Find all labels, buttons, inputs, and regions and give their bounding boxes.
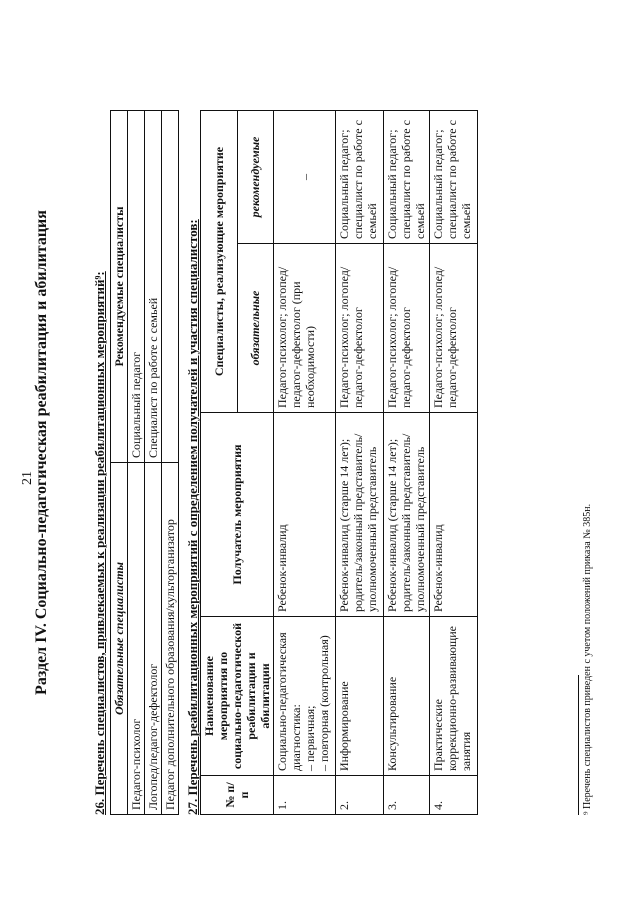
- specialists-header: Специалисты, реализующие мероприятие: [201, 111, 238, 413]
- table-row: [430, 111, 478, 815]
- row-number: 4.: [430, 776, 478, 815]
- page-title: Раздел IV. Социально-педагогическая реабилитация и абилитация: [33, 210, 50, 695]
- recommended-specialists: –: [274, 111, 336, 244]
- measures-table: [200, 110, 478, 815]
- measure-name-header: Наименование мероприятия по социально-педагогической реабилитации и абилитации: [201, 617, 274, 776]
- section-26-title: 26. Перечень специалистов, привлекаемых к реализации реабилитационных мероприятий⁹:: [92, 271, 107, 815]
- table-row: [162, 111, 179, 815]
- measure-name-text: Социально-педагогическая диагностика:: [275, 632, 303, 771]
- measure-name: [274, 617, 336, 776]
- recipient: Ребенок-инвалид (старше 14 лет); родитель/законный представитель/ уполномоченный представитель: [384, 413, 430, 617]
- measure-name: Консультирование: [384, 617, 430, 776]
- footnote-divider: [578, 675, 579, 815]
- section-27-title: 27. Перечень реабилитационных мероприятий с определением получателей и участия специалистов:: [185, 219, 200, 815]
- table-cell: Специалист по работе с семьей: [145, 111, 162, 463]
- recommended-header: рекомендуемые: [237, 111, 274, 244]
- table-row: [128, 111, 145, 815]
- recipient: Ребенок-инвалид: [274, 413, 336, 617]
- table-cell: Педагог дополнительного образования/культорганизатор: [162, 463, 179, 815]
- measure-subitem: – первичная;: [303, 705, 317, 771]
- mandatory-specialists: Педагог-психолог; логопед/педагог-дефектолог: [384, 244, 430, 413]
- table-row: [274, 111, 336, 815]
- mandatory-specialists: Педагог-психолог; логопед/педагог-дефектолог (при необходимости): [274, 244, 336, 413]
- recommended-specialists: Социальный педагог; специалист по работе с семьей: [336, 111, 384, 244]
- recipient: Ребенок-инвалид: [430, 413, 478, 617]
- recipient: Ребенок-инвалид (старше 14 лет); родитель/законный представитель/ уполномоченный представитель: [336, 413, 384, 617]
- mandatory-specialists-header: Обязательные специалисты: [111, 463, 128, 815]
- table-header-row: [201, 111, 238, 815]
- recommended-specialists: Социальный педагог; специалист по работе с семьей: [384, 111, 430, 244]
- page-number: 21: [20, 471, 35, 485]
- row-number: 1.: [274, 776, 336, 815]
- table-cell: Социальный педагог: [128, 111, 145, 463]
- table-row: [145, 111, 162, 815]
- row-number: 2.: [336, 776, 384, 815]
- table-header-row: [111, 111, 128, 815]
- mandatory-specialists: Педагог-психолог; логопед/педагог-дефектолог: [336, 244, 384, 413]
- recommended-specialists-header: Рекомендуемые специалисты: [111, 111, 128, 463]
- table-cell: Логопед/педагог-дефектолог: [145, 463, 162, 815]
- recipient-header: Получатель мероприятия: [201, 413, 274, 617]
- table-cell: Педагог-психолог: [128, 463, 145, 815]
- table-cell: [162, 111, 179, 463]
- num-header: № п/п: [201, 776, 274, 815]
- mandatory-specialists: Педагог-психолог; логопед/педагог-дефектолог: [430, 244, 478, 413]
- row-number: 3.: [384, 776, 430, 815]
- table-row: [336, 111, 384, 815]
- recommended-specialists: Социальный педагог; специалист по работе с семьей: [430, 111, 478, 244]
- table-row: [384, 111, 430, 815]
- specialists-table: [110, 110, 179, 815]
- measure-name: Практические коррекционно-развивающие занятия: [430, 617, 478, 776]
- measure-name: Информирование: [336, 617, 384, 776]
- measure-subitem: – повторная (контрольная): [317, 635, 331, 771]
- footnote: ⁹ Перечень специалистов приведен с учетом положений приказа № 385н.: [582, 503, 593, 815]
- mandatory-header: обязательные: [237, 244, 274, 413]
